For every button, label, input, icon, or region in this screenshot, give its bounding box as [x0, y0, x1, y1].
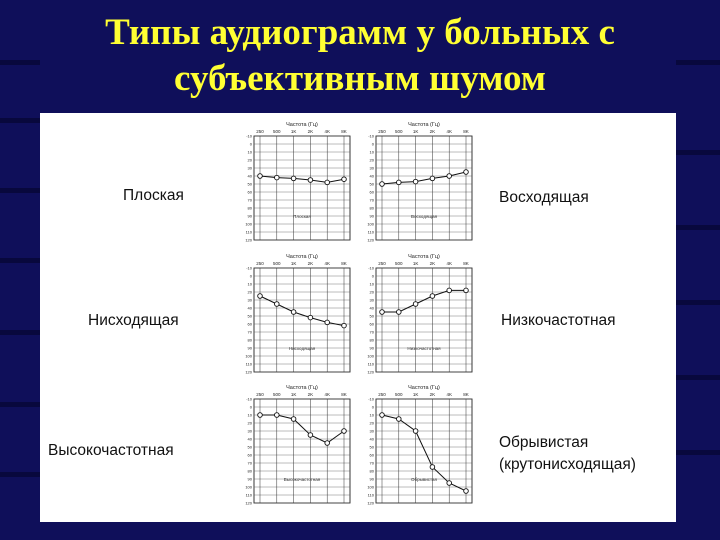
audiogram-steep: [352, 383, 478, 507]
threshold-point: [397, 310, 402, 315]
y-tick-label: 10: [247, 149, 252, 155]
label-low-frequency: Низкочастотная: [501, 312, 616, 329]
y-tick-label: 20: [369, 420, 374, 426]
threshold-line: [260, 176, 344, 182]
freq-tick-label: 8K: [463, 261, 469, 266]
threshold-point: [308, 178, 313, 183]
y-tick-label: 80: [247, 337, 252, 343]
threshold-point: [447, 481, 452, 486]
y-tick-label: 80: [369, 205, 374, 211]
freq-tick-label: 2K: [307, 392, 314, 397]
threshold-point: [464, 170, 469, 175]
y-tick-label: -10: [246, 265, 252, 271]
y-tick-label: 30: [247, 165, 252, 171]
freq-tick-label: 1K: [412, 261, 419, 266]
y-tick-label: 30: [369, 297, 374, 303]
y-tick-label: 50: [247, 444, 252, 450]
y-tick-label: 0: [249, 141, 252, 147]
freq-tick-label: 250: [378, 392, 386, 397]
plot-frame: [254, 268, 350, 372]
y-tick-label: 80: [247, 205, 252, 211]
y-tick-label: 110: [367, 361, 374, 367]
threshold-point: [325, 320, 330, 325]
threshold-point: [308, 315, 313, 320]
y-tick-label: 60: [369, 189, 374, 195]
y-tick-label: -10: [368, 396, 374, 402]
y-tick-label: 30: [247, 428, 252, 434]
threshold-point: [325, 180, 330, 185]
y-tick-label: 0: [249, 273, 252, 279]
freq-tick-label: 250: [256, 261, 264, 266]
slide-title: [0, 10, 720, 102]
y-tick-label: 110: [367, 229, 374, 235]
y-tick-label: 100: [367, 353, 374, 359]
y-tick-label: 10: [369, 412, 374, 418]
y-tick-label: 20: [247, 157, 252, 163]
y-tick-label: 0: [371, 404, 374, 410]
freq-tick-label: 4K: [446, 392, 452, 397]
y-tick-label: 120: [367, 369, 374, 375]
threshold-point: [397, 180, 402, 185]
threshold-point: [342, 429, 347, 434]
threshold-point: [380, 182, 385, 187]
freq-tick-label: 1K: [412, 392, 419, 397]
slide-title-line-1: Типы аудиограмм у больных с: [105, 12, 615, 53]
axis-title: Частота (Гц): [408, 122, 440, 128]
freq-tick-label: 4K: [446, 129, 452, 134]
y-tick-label: 50: [247, 313, 252, 319]
freq-tick-label: 250: [378, 261, 386, 266]
freq-tick-label: 1K: [290, 129, 297, 134]
threshold-line: [260, 415, 344, 443]
freq-tick-label: 8K: [463, 129, 469, 134]
chart-caption: Высокочастотная: [283, 477, 321, 482]
threshold-point: [447, 288, 452, 293]
y-tick-label: 30: [369, 165, 374, 171]
y-tick-label: 110: [245, 492, 252, 498]
y-tick-label: 10: [247, 281, 252, 287]
y-tick-label: 10: [247, 412, 252, 418]
y-tick-label: 120: [367, 237, 374, 243]
threshold-point: [342, 323, 347, 328]
threshold-point: [397, 417, 402, 422]
y-tick-label: 10: [369, 149, 374, 155]
label-ascending: Восходящая: [499, 189, 589, 206]
y-tick-label: 80: [247, 468, 252, 474]
y-tick-label: 20: [247, 289, 252, 295]
threshold-line: [260, 296, 344, 326]
y-tick-label: 70: [369, 460, 374, 466]
y-tick-label: -10: [368, 133, 374, 139]
freq-tick-label: 8K: [341, 392, 347, 397]
freq-tick-label: 500: [273, 261, 281, 266]
freq-tick-label: 2K: [429, 129, 436, 134]
y-tick-label: 40: [247, 173, 252, 179]
audiogram-flat: [230, 120, 356, 244]
threshold-point: [380, 413, 385, 418]
chart-caption: Восходящая: [410, 214, 438, 219]
y-tick-label: 0: [371, 141, 374, 147]
freq-tick-label: 8K: [341, 129, 347, 134]
threshold-point: [447, 174, 452, 179]
y-tick-label: 90: [369, 476, 374, 482]
y-tick-label: 0: [371, 273, 374, 279]
freq-tick-label: 2K: [307, 261, 314, 266]
threshold-point: [413, 429, 418, 434]
threshold-point: [380, 310, 385, 315]
freq-tick-label: 1K: [412, 129, 419, 134]
freq-tick-label: 4K: [324, 261, 330, 266]
freq-tick-label: 250: [378, 129, 386, 134]
y-tick-label: -10: [246, 133, 252, 139]
plot-frame: [376, 136, 472, 240]
y-tick-label: 40: [247, 436, 252, 442]
threshold-point: [275, 413, 280, 418]
threshold-point: [430, 465, 435, 470]
y-tick-label: 90: [247, 213, 252, 219]
threshold-point: [258, 413, 263, 418]
chart-caption: Нисходящая: [288, 346, 316, 351]
freq-tick-label: 4K: [446, 261, 452, 266]
threshold-point: [464, 288, 469, 293]
freq-tick-label: 250: [256, 129, 264, 134]
threshold-point: [291, 176, 296, 181]
threshold-point: [464, 489, 469, 494]
freq-tick-label: 4K: [324, 392, 330, 397]
threshold-point: [413, 179, 418, 184]
axis-title: Частота (Гц): [408, 385, 440, 391]
freq-tick-label: 500: [395, 129, 403, 134]
audiogram-low-frequency: [352, 252, 478, 376]
y-tick-label: 60: [369, 321, 374, 327]
threshold-point: [342, 177, 347, 182]
y-tick-label: 60: [247, 452, 252, 458]
y-tick-label: 40: [369, 305, 374, 311]
threshold-point: [258, 294, 263, 299]
y-tick-label: 70: [247, 329, 252, 335]
label-steep: Обрывистая (крутонисходящая): [499, 434, 636, 473]
y-tick-label: 40: [247, 305, 252, 311]
y-tick-label: 70: [369, 329, 374, 335]
y-tick-label: 20: [369, 289, 374, 295]
y-tick-label: 50: [369, 313, 374, 319]
y-tick-label: 50: [369, 181, 374, 187]
axis-title: Частота (Гц): [286, 122, 318, 128]
y-tick-label: 120: [245, 500, 252, 506]
y-tick-label: 120: [245, 369, 252, 375]
y-tick-label: 40: [369, 173, 374, 179]
chart-caption: Низкочастотная: [407, 346, 441, 351]
chart-caption: Обрывистая: [411, 477, 437, 482]
y-tick-label: 90: [369, 345, 374, 351]
threshold-point: [258, 174, 263, 179]
chart-caption: Плоская: [293, 214, 311, 219]
y-tick-label: 80: [369, 468, 374, 474]
freq-tick-label: 2K: [429, 392, 436, 397]
freq-tick-label: 1K: [290, 392, 297, 397]
threshold-point: [275, 175, 280, 180]
freq-tick-label: 500: [273, 129, 281, 134]
freq-tick-label: 500: [395, 392, 403, 397]
y-tick-label: 90: [369, 213, 374, 219]
y-tick-label: 10: [369, 281, 374, 287]
y-tick-label: 30: [369, 428, 374, 434]
y-tick-label: 40: [369, 436, 374, 442]
threshold-point: [291, 417, 296, 422]
threshold-point: [430, 294, 435, 299]
threshold-line: [382, 290, 466, 312]
y-tick-label: -10: [246, 396, 252, 402]
y-tick-label: 100: [367, 221, 374, 227]
y-tick-label: 110: [245, 361, 252, 367]
y-tick-label: 110: [245, 229, 252, 235]
y-tick-label: 100: [367, 484, 374, 490]
y-tick-label: 120: [245, 237, 252, 243]
threshold-point: [413, 302, 418, 307]
y-tick-label: 100: [245, 353, 252, 359]
y-tick-label: 110: [367, 492, 374, 498]
audiogram-descending: [230, 252, 356, 376]
y-tick-label: 100: [245, 221, 252, 227]
y-tick-label: 50: [247, 181, 252, 187]
label-high-frequency: Высокочастотная: [48, 442, 174, 459]
axis-title: Частота (Гц): [408, 254, 440, 260]
label-flat: Плоская: [123, 187, 184, 204]
freq-tick-label: 8K: [463, 392, 469, 397]
y-tick-label: 20: [247, 420, 252, 426]
y-tick-label: -10: [368, 265, 374, 271]
threshold-point: [308, 433, 313, 438]
freq-tick-label: 250: [256, 392, 264, 397]
y-tick-label: 80: [369, 337, 374, 343]
freq-tick-label: 8K: [341, 261, 347, 266]
y-tick-label: 90: [247, 345, 252, 351]
freq-tick-label: 1K: [290, 261, 297, 266]
freq-tick-label: 4K: [324, 129, 330, 134]
y-tick-label: 20: [369, 157, 374, 163]
y-tick-label: 100: [245, 484, 252, 490]
threshold-point: [430, 176, 435, 181]
y-tick-label: 30: [247, 297, 252, 303]
audiogram-ascending: [352, 120, 478, 244]
plot-frame: [254, 136, 350, 240]
threshold-line: [382, 172, 466, 184]
y-tick-label: 60: [247, 321, 252, 327]
freq-tick-label: 2K: [429, 261, 436, 266]
axis-title: Частота (Гц): [286, 254, 318, 260]
y-tick-label: 60: [369, 452, 374, 458]
axis-title: Частота (Гц): [286, 385, 318, 391]
threshold-point: [291, 310, 296, 315]
freq-tick-label: 2K: [307, 129, 314, 134]
audiogram-high-frequency: [230, 383, 356, 507]
freq-tick-label: 500: [395, 261, 403, 266]
y-tick-label: 60: [247, 189, 252, 195]
plot-frame: [376, 268, 472, 372]
label-descending: Нисходящая: [88, 312, 179, 329]
threshold-point: [275, 302, 280, 307]
y-tick-label: 120: [367, 500, 374, 506]
y-tick-label: 70: [247, 197, 252, 203]
y-tick-label: 90: [247, 476, 252, 482]
slide-title-line-2: субъективным шумом: [174, 58, 546, 99]
y-tick-label: 0: [249, 404, 252, 410]
threshold-point: [325, 441, 330, 446]
y-tick-label: 50: [369, 444, 374, 450]
freq-tick-label: 500: [273, 392, 281, 397]
y-tick-label: 70: [369, 197, 374, 203]
y-tick-label: 70: [247, 460, 252, 466]
